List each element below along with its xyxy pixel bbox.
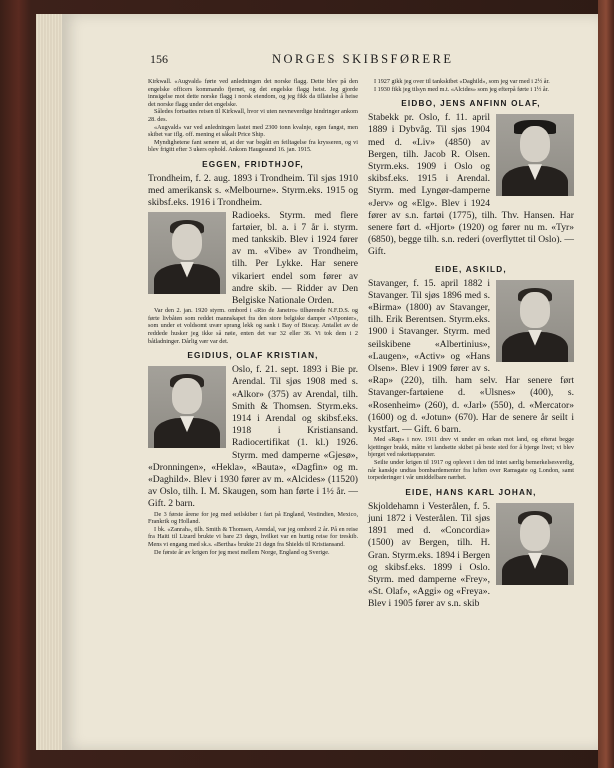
portrait-photo-eide-hans <box>496 503 574 585</box>
entry-body-eide-hans: Skjoldehamn i Vesterålen, f. 5. juni 1872 i Vesterålen. Til sjøs 1891 med d. «Concordia» (1500) av Bergen, tilh. H. Gran. Styrm.eks. 1894 i Bergen og skibsf.eks. 1899 i Oslo. Styrm. med damperne «Frey», «St. Olaf», «Aggi» og «Freya». Blev i 1905 fører av s.n. skib <box>368 500 490 610</box>
entry-note-egidius: I bk. «Zanrah», tilh. Smith & Thomsen, Arendal, var jeg ombord 2 år. På en reise fra Haiti til Lizard brukte vi bare 23 døgn, hvilket var en hurtig reise for treskib. Mens vi engang med sk.s. «Bertha» brukte 21 døgn fra Shields til Kristiansand. <box>148 525 358 548</box>
portrait-photo-eide-askild <box>496 280 574 362</box>
entry-body-eidbo: Stabekk pr. Oslo, f. 11. april 1889 i Dybvåg. Til sjøs 1904 med d. «Liv» (4850) av Bergen, tilh. Jacob R. Olsen. Styrm.eks. 1909 i Oslo og skibsf.eks. 1915 i Arendal. Styrm. med Lyngør-damperne «Jerv» og «Elg». Blev i 1924 fører av s.n. fartøi (1775), tilh. Thv. Hansen. Har senere ført d. «Hjort» (1920) og fører nu m. «Tyr» (6850), begge tilh. s.n. rederi (overflyttet til Oslo). — Gift. <box>368 112 574 258</box>
page-header <box>150 52 570 70</box>
entry-note-eggen: Var den 2. jan. 1920 styrm. ombord i «Rio de Janeiro» tilhørende N.F.D.S. og førte livbåten som reddet mannskapet fra den store belgiske damper «Viponier», som under et voldsomt uvær sprang lekk og sank i Bay of Biscay. Antallet av de reddede husker jeg ikke så nøie, enten det var 32 eller 36. Vi tok dem i 2 båtladninger. Dårlig vær var det. <box>148 307 358 345</box>
entry-heading-eide-hans: EIDE, HANS KARL JOHAN, <box>405 487 537 497</box>
entry-note-egidius: De 3 første årene for jeg med seilskiber i fart på England, Vestindien, Mexico, Frankrik og Holland. <box>148 510 358 526</box>
left-column <box>148 78 358 556</box>
entry-body-egidius: Oslo, f. 21. sept. 1893 i Bie pr. Arendal. Til sjøs 1908 med s. «Alkor» (375) av Arendal, tilh. Smith & Thomsen. Styrm.eks. 1914 i Arendal og skibsf.eks. 1918 i Kristiansand. Radiocertifikat (1. kl.) 1926. Styrm. med damperne «Gjesø», «Dronningen», «Hekla», «Bauta», «Dagfin» og m. «Daghild». Blev i 1930 fører av m. «Alcides» (11520) av Oslo, tilh. I. M. Skaugen, som han førte i 1½ år. — Gift. 2 barn. <box>148 364 358 510</box>
intro-paragraph: Kirkwall. «Augvald» førte ved anledningen det norske flagg. Dette blev på den engelske officers kommando fjernet, og det engelske flagg heist. Jeg gjorde innsigelse mot dette norske flagg i norsk eiendom, og jeg fikk da tillatelse å heise det norske flagg under det engelske. <box>148 78 358 108</box>
entry-body-eide-askild: Stavanger, f. 15. april 1882 i Stavanger. Til sjøs 1896 med s. «Birma» (1800) av Stavanger, tilh. Erik Berentsen. Styrm.eks. 1900 i Stavanger. Styrm. med seilskibene «Albertinius», «Laugen», «Activ» og «Hans Olsen». Blev i 1909 fører av s. «Rap» (220), tilh. ham selv. Har senere ført Stavanger-fartøiene d. «Ulsnes» (400), s. «Rosenheim» (260), d. «Jarl» (550), d. «Mercator» (1600) og d. «Jotun» (670). Har de senere år seilt i kystfart. — Gift. 6 barn. <box>368 277 574 436</box>
continued-paragraph: I 1930 fikk jeg tilsyn med m.t. «Alcides» som jeg efterpå førte i 1½ år. <box>374 85 549 93</box>
running-title: NORGES SKIBSFØRERE <box>272 52 454 66</box>
entry-heading-eide-askild: EIDE, ASKILD, <box>435 264 507 274</box>
right-column <box>368 78 574 611</box>
entry-note-eide-askild: Med «Rap» i nov. 1911 drev vi under en orkan mot land, og efterat begge kjettinger brakk, måtte vi landsette skibet på beste sted for å bjerge livet; vi blev bjerget ved rakettapparater. <box>368 436 574 459</box>
portrait-photo-eggen <box>148 212 226 294</box>
intro-paragraph: «Augvald» var ved anledningen lastet med 2300 tonn kvalnje, egen fangst, men skibet var iflg. off. mening et såkalt Price Ship. <box>148 123 358 139</box>
entry-lead-eggen: Trondheim, f. 2. aug. 1893 i Trondheim. Til sjøs 1910 med amerikansk s. «Melbourne». Styrm.eks. 1915 og skibsf.eks. 1916 i Trondheim. <box>148 172 358 209</box>
entry-note-eide-askild: Seilte under krigen til 1917 og oplevet i den tid intet særlig bemerkelsesverdig, når kanskje undtas bombardementer fra luften over Ramsgate og London, samt torpederinger i vår umiddelbare nærhet. <box>368 459 574 482</box>
book-binding <box>598 0 614 768</box>
portrait-photo-egidius <box>148 366 226 448</box>
continued-paragraph: I 1927 gikk jeg over til tankskibet «Daghild», som jeg var med i 2½ år. <box>374 78 550 85</box>
entry-heading-eidbo: EIDBO, JENS ANFINN OLAF, <box>401 99 541 109</box>
entry-heading-eggen: EGGEN, FRIDTHJOF, <box>202 159 304 169</box>
entry-heading-egidius: EGIDIUS, OLAF KRISTIAN, <box>187 351 319 361</box>
page-number: 156 <box>150 52 168 66</box>
entry-body-eggen: Radioeks. Styrm. med flere fartøier, bl. a. i 7 år i. styrm. med tankskib. Blev i 1924 fører av m. «Vibe» av Trondheim, tilh. Per Lykke. Har senere vikariert endel som fører av andre skib. — Ridder av Den Belgiske Nationale Orden. <box>232 209 358 306</box>
intro-paragraph: Således fortsattes reisen til Kirkwall, hvor vi uten nevneverdige hindringer ankom 28. des. <box>148 108 358 123</box>
entry-note-egidius: De første år av krigen for jeg mest mellem Norge, England og Sverige. <box>154 548 330 556</box>
intro-paragraph: Myndighetene fant senere ut, at der var begått en feiltagelse fra krysseren, og vi blev frigitt efter 3 ukers ophold. Ankom Haugesund 16. jan. 1915. <box>148 138 358 154</box>
portrait-photo-eidbo <box>496 114 574 196</box>
